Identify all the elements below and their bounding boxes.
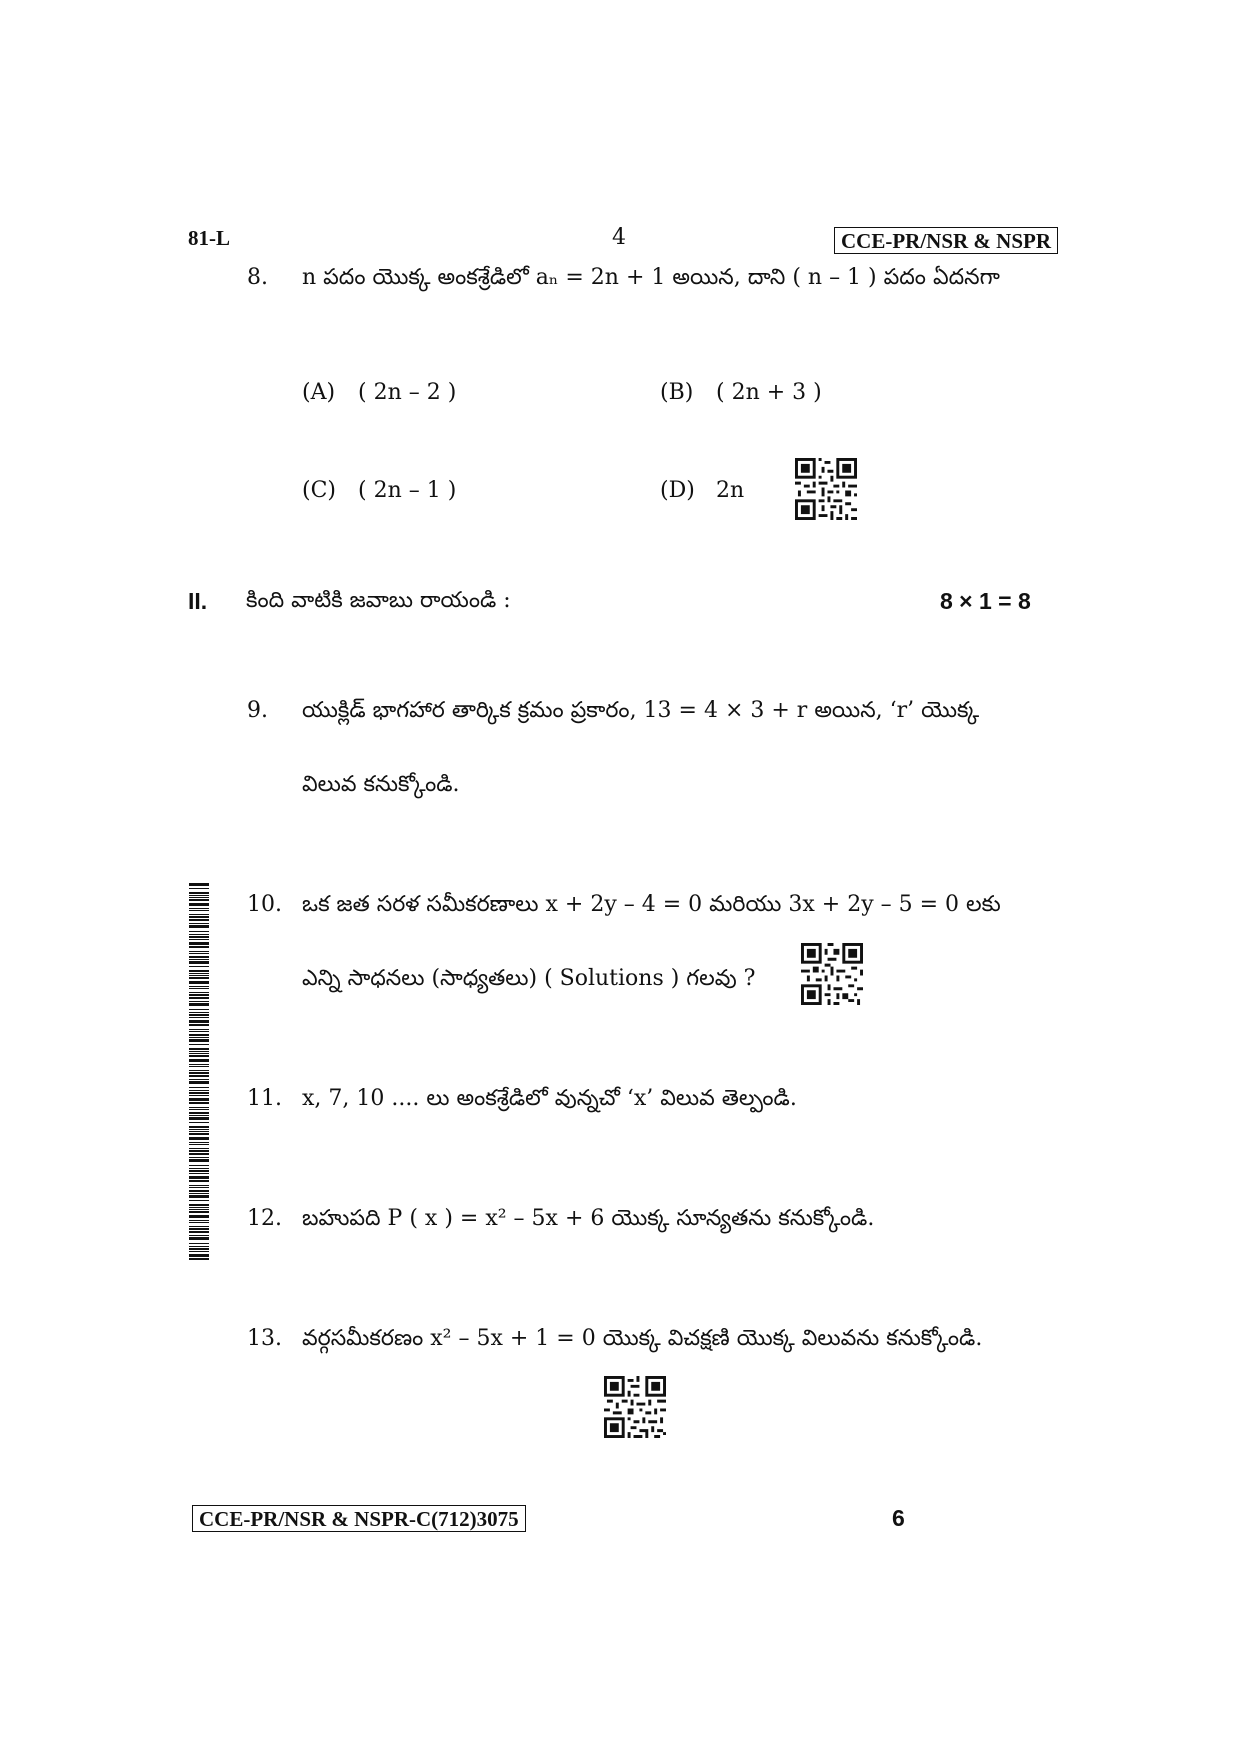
option-value-d: 2n	[716, 478, 745, 503]
sheet-number: 6	[892, 1505, 905, 1531]
section-instruction: కింది వాటికి జవాబు రాయండి :	[246, 588, 511, 613]
qr-code-icon	[604, 1376, 666, 1438]
option-value-c: ( 2n – 1 )	[358, 478, 457, 503]
question-text: బహుపది P ( x ) = x² – 5x + 6 యొక్క సూన్యతను కనుక్కోండి.	[302, 1206, 875, 1231]
footer-code-box: CCE-PR/NSR & NSPR-C(712)3075	[192, 1505, 526, 1532]
question-number: 11.	[247, 1086, 282, 1111]
question-text: n పదం యొక్క అంకశ్రేడిలో aₙ = 2n + 1 అయిన, దాని ( n – 1 ) పదం ఏదనగా	[302, 265, 1000, 290]
option-label-b: (B)	[660, 380, 694, 405]
option-label-d: (D)	[660, 478, 695, 503]
question-number: 10.	[247, 892, 282, 917]
section-number: II.	[188, 588, 208, 614]
option-label-a: (A)	[302, 380, 336, 405]
paper-code: 81-L	[188, 226, 230, 250]
option-value-a: ( 2n – 2 )	[358, 380, 457, 405]
series-box: CCE-PR/NSR & NSPR	[834, 227, 1058, 254]
question-number: 8.	[247, 265, 268, 290]
question-text-cont: విలువ కనుక్కోండి.	[302, 772, 460, 797]
section-marks: 8 × 1 = 8	[940, 588, 1031, 614]
option-value-b: ( 2n + 3 )	[716, 380, 822, 405]
qr-code-icon	[795, 458, 857, 520]
question-text: x, 7, 10 .... లు అంకశ్రేడిలో వున్నచో ‘x’ విలువ తెల్పండి.	[302, 1086, 797, 1111]
option-label-c: (C)	[302, 478, 336, 503]
question-number: 12.	[247, 1206, 282, 1231]
question-text: వర్గసమీకరణం x² – 5x + 1 = 0 యొక్క విచక్షణి యొక్క విలువను కనుక్కోండి.	[302, 1326, 983, 1351]
question-text-cont: ఎన్ని సాధనలు (సాధ్యతలు) ( Solutions ) గలవు ?	[302, 966, 756, 991]
question-text: యుక్లిడ్ భాగహార తార్కిక క్రమం ప్రకారం, 13 = 4 × 3 + r అయిన, ‘r’ యొక్క	[302, 698, 980, 723]
question-text: ఒక జత సరళ సమీకరణాలు x + 2y – 4 = 0 మరియు 3x + 2y – 5 = 0 లకు	[302, 892, 1001, 917]
question-number: 13.	[247, 1326, 282, 1351]
question-number: 9.	[247, 698, 268, 723]
barcode-icon	[189, 883, 209, 1265]
qr-code-icon	[801, 943, 863, 1005]
page-number: 4	[612, 225, 626, 250]
